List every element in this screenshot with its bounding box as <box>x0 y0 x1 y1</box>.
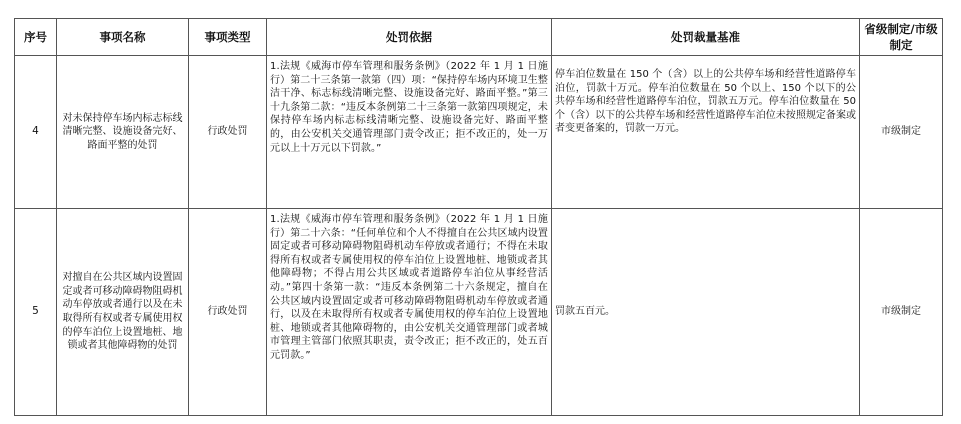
header-row <box>15 19 943 56</box>
row-level: 市级制定 <box>860 56 943 209</box>
row-num: 5 <box>15 209 57 416</box>
row-type: 行政处罚 <box>189 209 267 416</box>
row-standard: 罚款五百元。 <box>552 209 860 416</box>
row-level: 市级制定 <box>860 209 943 416</box>
header-basis: 处罚依据 <box>267 19 552 56</box>
row-num: 4 <box>15 56 57 209</box>
header-name: 事项名称 <box>57 19 189 56</box>
table-row <box>15 209 943 416</box>
header-level: 省级制定/市级制定 <box>860 19 943 56</box>
table-row <box>15 56 943 209</box>
header-type: 事项类型 <box>189 19 267 56</box>
row-standard: 停车泊位数量在 150 个（含）以上的公共停车场和经营性道路停车泊位，罚款十万元。停车泊位数量在 50 个以上、150 个以下的公共停车场和经营性道路停车泊位，罚款五万元。停车泊位数量在 50 个（含）以下的公共停车场和经营性道路停车泊位未按照规定备案或者变更备案的，罚款一万元。 <box>552 56 860 209</box>
row-type: 行政处罚 <box>189 56 267 209</box>
penalty-table <box>14 18 943 416</box>
row-basis: 1.法规《威海市停车管理和服务条例》（2022 年 1 月 1 日施行）第二十三条第一款第（四）项：“保持停车场内环境卫生整洁干净、标志标线清晰完整、设施设备完好、路面平整。”第三十九条第二款：“违反本条例第二十三条第一款第四项规定，未保持停车场内标志标线清晰完整、设施设备完好、路面平整的，由公安机关交通管理部门责令改正；拒不改正的，处一万元以上十万元以下罚款。” <box>267 56 552 209</box>
row-basis: 1.法规《威海市停车管理和服务条例》（2022 年 1 月 1 日施行）第二十六条：“任何单位和个人不得擅自在公共区域内设置固定或者可移动障碍物阻碍机动车停放或者通行；不得在未取得所有权或者专属使用权的停车泊位上设置地桩、地锁或者其他障碍物；不得占用公共区域或者道路停车泊位从事经营活动。”第四十条第一款：“违反本条例第二十六条规定，擅自在公共区域内设置固定或者可移动障碍物阻碍机动车停放或者通行，以及在未取得所有权或者专属使用权的停车泊位上设置地桩、地锁或者其他障碍物的，由公安机关交通管理部门或者城市管理主管部门依照其职责，责令改正；拒不改正的，处五百元罚款。” <box>267 209 552 416</box>
header-standard: 处罚裁量基准 <box>552 19 860 56</box>
row-name: 对擅自在公共区域内设置固定或者可移动障碍物阻碍机动车停放或者通行以及在未取得所有权或者专属使用权的停车泊位上设置地桩、地锁或者其他障碍物的处罚 <box>57 209 189 416</box>
header-num: 序号 <box>15 19 57 56</box>
row-name: 对未保持停车场内标志标线清晰完整、设施设备完好、路面平整的处罚 <box>57 56 189 209</box>
